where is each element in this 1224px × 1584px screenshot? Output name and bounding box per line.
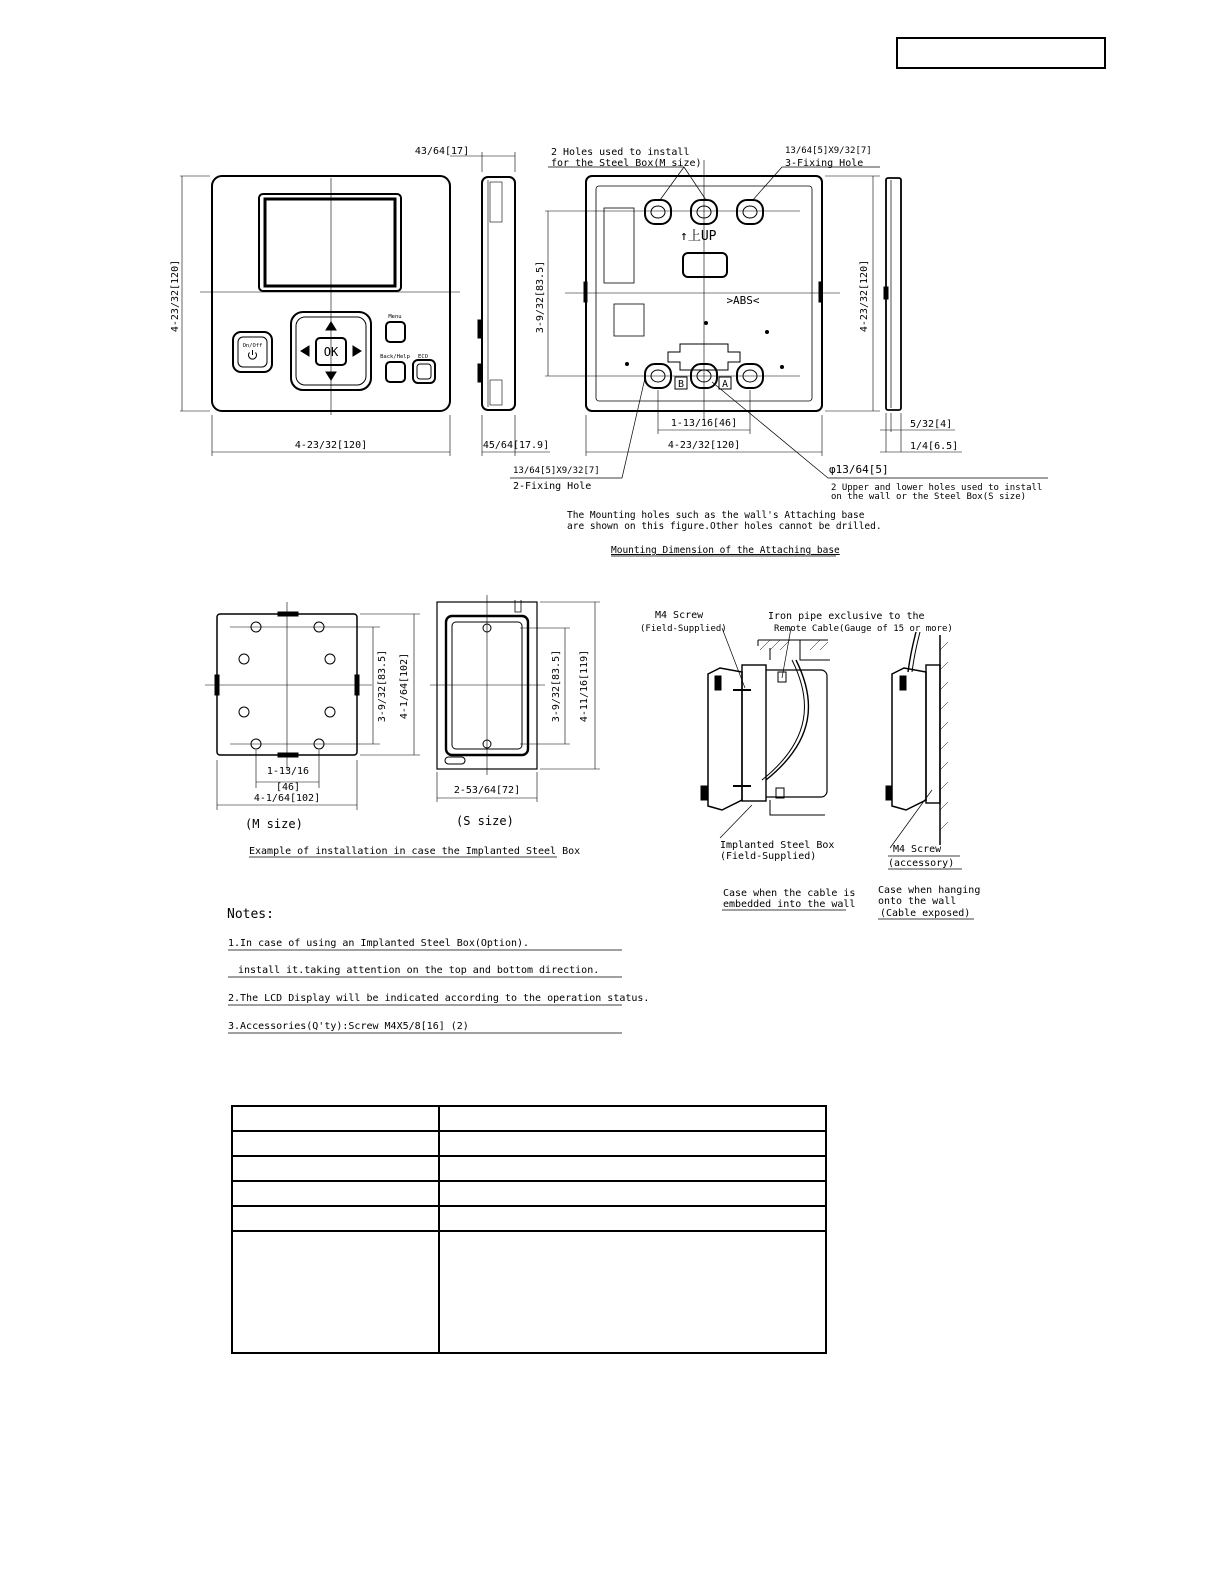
menu-button[interactable]	[386, 322, 405, 342]
arrow-down-icon[interactable]	[326, 372, 336, 380]
dim-m-outer: 4-1/64[102]	[399, 652, 410, 720]
note-2: 2.The LCD Display will be indicated according to the operation status.	[228, 993, 650, 1004]
label-3fixing-dim: 13/64[5]X9/32[7]	[785, 146, 872, 156]
label-field-supplied: (Field-Supplied)	[640, 624, 727, 634]
controller-side-view-2	[892, 668, 926, 810]
lcd-display	[265, 199, 395, 286]
arrow-up-icon[interactable]	[326, 322, 336, 330]
label-m4-screw: M4 Screw	[655, 610, 704, 621]
table-row	[232, 1156, 826, 1181]
attaching-base	[510, 146, 1048, 556]
dim-base-120: 4-23/32[120]	[667, 440, 741, 451]
label-iron-pipe-line1: Iron pipe exclusive to the	[768, 611, 925, 622]
label-2fixing-dim: 13/64[5]X9/32[7]	[513, 466, 600, 476]
dim-base-46: 1-13/16[46]	[670, 418, 738, 429]
base-caption: Mounting Dimension of the Attaching base	[611, 545, 840, 556]
dim-m-46-b: [46]	[275, 782, 301, 793]
wall-hatch-right	[940, 642, 948, 830]
dim-side-depth: 45/64[17.9]	[482, 440, 550, 451]
label-2fixing: 2-Fixing Hole	[513, 481, 592, 492]
label-m4-screw-2: M4 Screw	[893, 844, 942, 855]
base-note-line2: are shown on this figure.Other holes cannot be drilled.	[567, 521, 882, 532]
label-m-size: (M size)	[245, 817, 303, 831]
exposed-cable	[908, 632, 916, 672]
table-row	[232, 1106, 826, 1131]
dim-controller-width: 4-23/32[120]	[294, 440, 368, 451]
base-window-bottom	[614, 304, 644, 336]
label-case2-line2: onto the wall	[878, 896, 957, 907]
label-phi: φ13/64[5]	[829, 463, 889, 476]
dim-m-46-a: 1-13/16	[266, 766, 310, 777]
back-help-button[interactable]	[386, 362, 405, 382]
arrow-right-icon[interactable]	[353, 346, 361, 356]
lcd-display-outer	[259, 194, 401, 291]
dim-controller-height: 4-23/32[120]	[170, 259, 181, 333]
eco-button-inner	[417, 364, 431, 379]
dim-base-right: 4-23/32[120]	[859, 259, 870, 333]
abs-mark: >ABS<	[726, 294, 760, 307]
base-window-top	[604, 208, 634, 283]
spec-table	[231, 1105, 827, 1354]
back-help-label: Back/Help	[380, 354, 410, 360]
label-s-size: (S size)	[456, 814, 514, 828]
notes-section	[227, 907, 649, 1033]
installation-views	[640, 610, 980, 919]
label-case2-line3: (Cable exposed)	[880, 908, 971, 919]
note-3: 3.Accessories(Q'ty):Screw M4X5/8[16] (2)	[228, 1021, 469, 1032]
ok-button-label: OK	[323, 345, 339, 359]
mark-a: A	[721, 379, 729, 390]
up-mark: ↑上UP	[680, 229, 717, 244]
base-note-line1: The Mounting holes such as the wall's Attaching base	[567, 510, 865, 521]
mark-b: B	[677, 379, 685, 390]
dim-side-top: 43/64[17]	[414, 146, 470, 157]
label-upper-lower-line2: on the wall or the Steel Box(S size)	[831, 492, 1027, 502]
notes-title: Notes:	[227, 907, 274, 922]
label-iron-pipe-line2: Remote Cable(Gauge of 15 or more)	[774, 624, 953, 634]
table-row	[232, 1231, 826, 1353]
label-case2-line1: Case when hanging	[878, 885, 981, 896]
dim-base-side-65: 1/4[6.5]	[910, 441, 959, 452]
eco-button[interactable]	[413, 360, 435, 383]
dim-base-side-4: 5/32[4]	[910, 419, 953, 430]
label-2holes-line1: 2 Holes used to install	[551, 147, 690, 158]
arrow-left-icon[interactable]	[301, 346, 309, 356]
label-upper-lower-line1: 2 Upper and lower holes used to install	[831, 483, 1043, 493]
controller-side	[415, 146, 550, 456]
attaching-base-side	[742, 665, 766, 801]
label-case1-line1: Case when the cable is	[723, 888, 856, 899]
label-2holes-line2: for the Steel Box(M size)	[551, 158, 702, 169]
side-vent-bottom	[490, 380, 502, 405]
label-case1-line2: embedded into the wall	[723, 899, 856, 910]
steel-box-caption: Example of installation in case the Implanted Steel Box	[249, 846, 581, 857]
power-icon	[248, 350, 256, 359]
steel-box-m	[205, 602, 420, 831]
dim-s-72: 2-53/64[72]	[453, 785, 521, 796]
label-accessory: (accessory)	[888, 858, 955, 869]
dim-base-left: 3-9/32[83.5]	[535, 260, 546, 334]
steel-box-side	[766, 670, 827, 797]
label-steel-box-line2: (Field-Supplied)	[720, 851, 817, 862]
table-row	[232, 1206, 826, 1231]
dim-s-inner: 3-9/32[83.5]	[551, 649, 562, 723]
base-slot	[683, 253, 727, 277]
dim-s-outer: 4-11/16[119]	[579, 649, 590, 723]
remote-cable	[766, 660, 808, 780]
label-3fixing: 3-Fixing Hole	[785, 158, 864, 169]
label-steel-box-line1: Implanted Steel Box	[720, 840, 835, 851]
controller-front	[170, 176, 460, 456]
note-1: 1.In case of using an Implanted Steel Box(Option).	[228, 938, 530, 949]
dim-m-102: 4-1/64[102]	[253, 793, 321, 804]
on-off-label: On/Off	[242, 343, 263, 349]
base-side	[880, 178, 962, 452]
note-1b: install it.taking attention on the top and bottom direction.	[238, 965, 600, 976]
table-row	[232, 1131, 826, 1156]
dim-m-inner: 3-9/32[83.5]	[377, 649, 388, 723]
side-vent-top	[490, 182, 502, 222]
side-body	[482, 177, 515, 410]
menu-label: Menu	[388, 314, 402, 320]
eco-label: ECO	[418, 354, 428, 360]
table-row	[232, 1181, 826, 1206]
